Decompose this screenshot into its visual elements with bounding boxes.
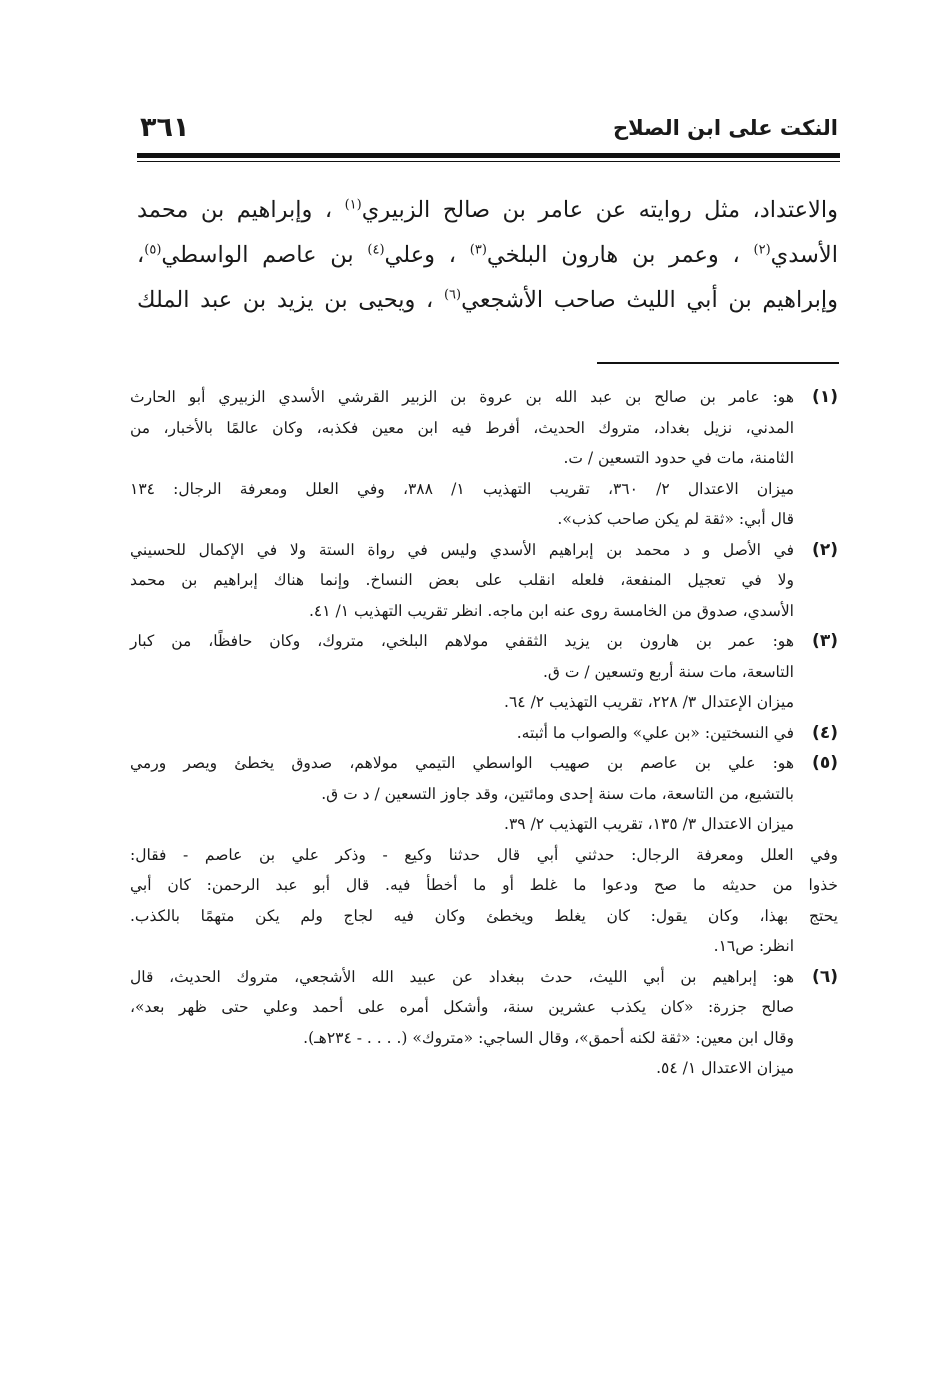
footnote-number: (١) [812,387,838,407]
footnote-line: بالتشيع، من التاسعة، مات سنة إحدى ومائتين، وقد جاوز التسعين / د ت ق. [321,784,794,803]
footnote-continuation-line: يحتج بهذا، وكان يقول: كان يغلط ويخطئ وكان فيه لجاج ولم يكن متهمًا بالكذب. [130,906,838,925]
footnote-ref-6: (٦) [443,287,462,303]
main-line-2-text-b: ، وعمر بن هارون البلخي [486,242,740,268]
main-line-2-text-c: ، وعلي [384,242,457,268]
footnote-ref-1: (١) [344,197,362,213]
footnote-3 [130,626,838,718]
main-line-2-text-a: الأسدي [770,242,838,268]
main-line-3 [137,278,838,323]
main-line-3-text-b: ، ويحيى بن يزيد بن عبد الملك [137,287,434,313]
footnote-number: (٦) [812,966,838,987]
footnote-line: التاسعة، مات سنة أربع وتسعين / ت ق. [543,662,794,681]
footnote-line: ميزان الاعتدال ٣/ ١٣٥، تقريب التهذيب ٢/ ٣٩. [504,815,794,833]
footnote-line: هو: علي بن عاصم بن صهيب الواسطي التيمي مولاهم، صدوق يخطئ ويصر ورمي [130,754,794,772]
footnote-separator [597,362,839,364]
footnote-line: هو: إبراهيم بن أبي الليث، حدث ببغداد عن عبيد الله الأشجعي، متروك الحديث، قال [130,967,794,986]
footnote-line: قال أبي: «ثقة لم يكن صاحب كذب». [557,510,794,528]
footnote-line: ميزان الاعتدال ١/ ٥٤. [656,1059,794,1077]
footnote-number: (٣) [812,631,838,651]
footnote-line: في الأصل و د محمد بن إبراهيم الأسدي وليس في رواة الستة ولا في الإكمال للحسيني [130,540,794,559]
footnote-line: وقال ابن معين: «ثقة لكنه أحمق»، وقال الساجي: «متروك» (. . . . - ٢٣٤هـ). [303,1028,794,1047]
footnote-ref-4: (٤) [367,242,385,258]
footnote-line: الثامنة، مات في حدود التسعين / ت. [563,449,794,467]
footnote-number: (٤) [812,722,838,743]
main-line-3-text-a: وإبراهيم بن أبي الليث صاحب الأشجعي [461,287,839,313]
main-line-2-text-d: بن عاصم الواسطي [161,242,354,268]
footnote-line: الأسدي، صدوق من الخامسة روى عنه ابن ماجه. انظر تقريب التهذيب ١/ ٤١. [308,601,794,620]
footnote-6 [130,962,838,1084]
footnote-ref-3: (٣) [469,242,487,258]
footnote-continuation-line: وفي العلل ومعرفة الرجال: حدثني أبي قال حدثنا وكيع - وذكر علي بن عاصم - فقال: [130,845,838,864]
footnote-line: في النسختين: «بن علي» والصواب ما أثبته. [516,723,794,742]
running-header [140,112,838,152]
main-line-2 [137,233,838,278]
footnote-1 [130,382,838,535]
footnote-line: ميزان الاعتدال ٢/ ٣٦٠، تقريب التهذيب ١/ ٣٨٨، وفي العلل ومعرفة الرجال: ١٣٤ [130,479,795,498]
footnote-line: صالح جزرة: «كان يكذب عشرين سنة، وأشكل أمره على أحمد وعلي حتى ظهر بعد»، [130,998,794,1016]
header-rule-thin [137,161,840,162]
main-line-2-text-e: ، [137,242,145,268]
footnote-ref-2: (٢) [753,242,771,258]
footnote-ref-5: (٥) [144,242,162,258]
footnote-number: (٥) [812,753,838,773]
footnote-number: (٢) [812,539,838,560]
footnote-continuation-line: خذوا من حديثه ما صح ودعوا ما غلط أو ما أخطأ فيه. قال أبو عبد الرحمن: كان أبي [130,876,838,894]
footnote-2 [130,535,838,627]
footnote-5 [130,748,838,962]
book-title: النكت على ابن الصلاح [612,116,838,140]
footnote-line: ميزان الإعتدال ٣/ ٢٢٨، تقريب التهذيب ٢/ ٦٤. [504,693,794,711]
header-rule-thick [137,153,840,158]
page-number: ٣٦١ [140,112,190,143]
main-line-1 [137,188,838,233]
main-line-1-text-a: والاعتداد، مثل روايته عن عامر بن صالح الزبيري [361,197,838,223]
footnotes [130,382,838,1084]
main-line-1-text-b: ، وإبراهيم بن محمد [137,197,333,223]
footnote-continuation-line: انظر: ص١٦. [713,937,794,955]
footnote-line: هو: عمر بن هارون بن يزيد الثقفي مولاهم البلخي، متروك، وكان حافظًا، من كبار [130,632,794,650]
footnote-line: ولا في تعجيل المنفعة، فلعله انقلب على بعض النساخ. وإنما هناك إبراهيم بن محمد [130,571,794,589]
footnote-4 [130,718,838,749]
footnote-line: المدني، نزيل بغداد، متروك الحديث، أفرط فيه ابن معين فكذبه، وكان عالمًا بالأخبار، من [130,418,794,437]
footnote-line: هو: عامر بن صالح بن عبد الله بن عروة بن الزبير القرشي الأسدي الزبيري أبو الحارث [130,388,794,406]
main-text [137,188,838,323]
